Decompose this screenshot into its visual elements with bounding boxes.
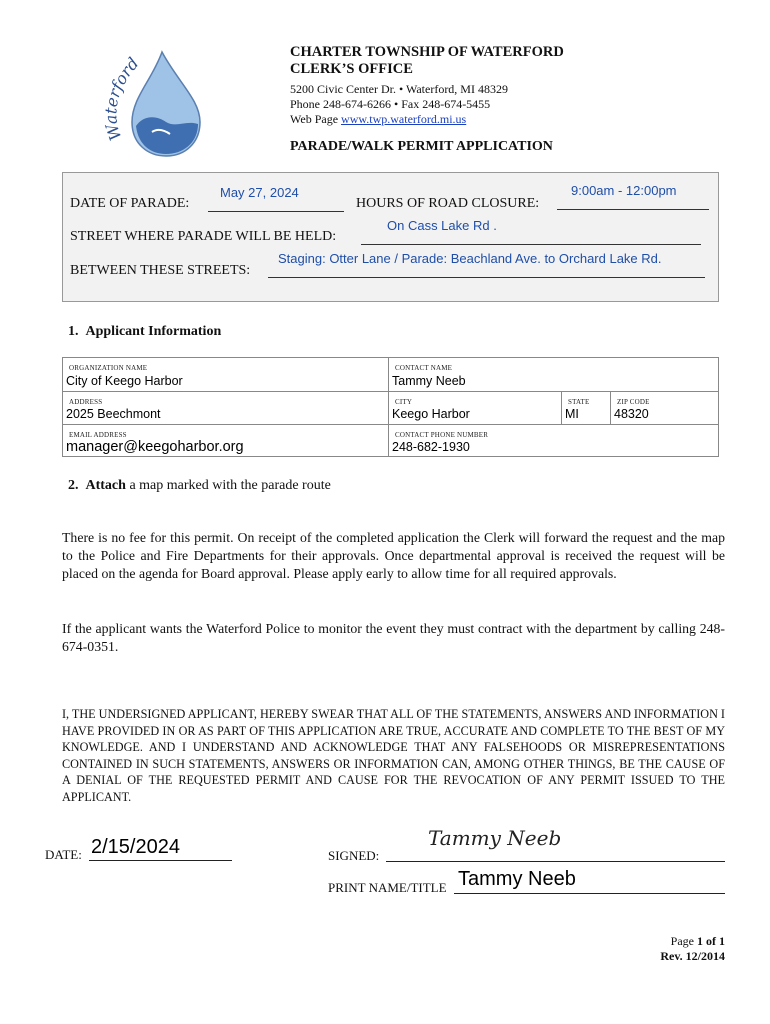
title-line-1: CHARTER TOWNSHIP OF WATERFORD: [290, 44, 564, 60]
waterford-logo: [100, 40, 210, 160]
section-1-title: Applicant Information: [85, 324, 222, 339]
hours-value: 9:00am - 12:00pm: [571, 183, 677, 198]
section-1-number: 1.: [68, 324, 79, 339]
print-name-field[interactable]: Tammy Neeb: [458, 868, 576, 890]
section-2-number: 2.: [68, 478, 79, 493]
date-of-parade-field[interactable]: [208, 185, 344, 212]
between-value: Staging: Otter Lane / Parade: Beachland Ave. to Orchard Lake Rd.: [278, 251, 662, 266]
address-field[interactable]: 2025 Beechmont: [66, 407, 161, 421]
form-title: PARADE/WALK PERMIT APPLICATION: [290, 139, 553, 154]
phone-line: Phone 248-674-6266 • Fax 248-674-5455: [290, 97, 491, 111]
web-prefix: Web Page: [290, 112, 342, 126]
web-link[interactable]: www.twp.waterford.mi.us: [341, 112, 467, 126]
city-label: CITY: [395, 398, 413, 406]
org-name-label: ORGANIZATION NAME: [69, 364, 148, 372]
state-field[interactable]: MI: [565, 407, 579, 421]
org-name-field[interactable]: City of Keego Harbor: [66, 374, 183, 388]
web-line: [290, 112, 466, 127]
date-label: DATE:: [45, 847, 82, 862]
township-name: [290, 44, 564, 78]
logo-text: Waterford: [101, 53, 143, 143]
address-label: ADDRESS: [69, 398, 103, 406]
between-label: BETWEEN THESE STREETS:: [70, 263, 251, 278]
address-line: 5200 Civic Center Dr. • Waterford, MI 48329: [290, 82, 508, 96]
state-label: STATE: [568, 398, 590, 406]
signature-field[interactable]: Tammy Neeb: [428, 826, 562, 850]
section-2-heading: [68, 478, 331, 494]
zip-label: ZIP CODE: [617, 398, 650, 406]
contact-name-label: CONTACT NAME: [395, 364, 453, 372]
date-of-parade-value: May 27, 2024: [220, 185, 299, 200]
phone-label: CONTACT PHONE NUMBER: [395, 431, 489, 439]
zip-field[interactable]: 48320: [614, 407, 649, 421]
section-1-heading: [68, 324, 221, 340]
print-name-label: PRINT NAME/TITLE: [328, 880, 447, 895]
oath-statement: I, THE UNDERSIGNED APPLICANT, HEREBY SWEAR THAT ALL OF THE STATEMENTS, ANSWERS AND INFORMATION I HAVE PROVIDED IN OR AS PART OF THIS APPLICATION ARE TRUE, ACCURATE AND COMPLETE TO THE BEST OF MY KNOWLEDGE. AND I UNDERSTAND AND ACKNOWLEDGE THAT ANY FALSEHOODS OR MISREPRESENTATIONS CONTAINED IN SUCH STATEMENTS, ANSWERS OR INFORMATION CAN, AMONG OTHER THINGS, BE THE CAUSE OF A DENIAL OF THE REQUESTED PERMIT AND CAUSE FOR THE REVOCATION OF ANY PERMIT ISSUED TO THE APPLICANT.: [62, 707, 725, 804]
street-field[interactable]: [361, 218, 701, 245]
date-field[interactable]: 2/15/2024: [91, 836, 180, 858]
title-line-2: CLERK’S OFFICE: [290, 61, 413, 77]
email-label: EMAIL ADDRESS: [69, 431, 127, 439]
between-field[interactable]: [268, 251, 705, 278]
fee-paragraph: There is no fee for this permit. On receipt of the completed application the Clerk will forward the request and the map to the Police and Fire Departments for their approvals. Once departmental approval is received the request will be placed on the agenda for Board approval. Please apply early to allow time for all required approvals.: [62, 530, 725, 581]
section-2-rest: a map marked with the parade route: [125, 478, 331, 493]
street-value: On Cass Lake Rd .: [387, 218, 497, 233]
street-label: STREET WHERE PARADE WILL BE HELD:: [70, 229, 337, 244]
hours-field[interactable]: [557, 183, 709, 210]
section-2-bold: Attach: [85, 478, 126, 493]
applicant-table: [62, 357, 719, 457]
parade-details-box: [62, 172, 719, 302]
hours-label: HOURS OF ROAD CLOSURE:: [356, 196, 540, 211]
revision: Rev. 12/2014: [660, 949, 725, 963]
date-of-parade-label: DATE OF PARADE:: [70, 196, 190, 211]
police-paragraph: If the applicant wants the Waterford Police to monitor the event they must contract with the department by calling 248-674-0351.: [62, 621, 725, 654]
city-field[interactable]: Keego Harbor: [392, 407, 470, 421]
water-drop-icon: [100, 40, 210, 160]
contact-name-field[interactable]: Tammy Neeb: [392, 374, 466, 388]
signed-label: SIGNED:: [328, 848, 380, 863]
page-number: Page 1 of 1: [670, 934, 725, 948]
phone-field[interactable]: 248-682-1930: [392, 440, 470, 454]
email-field[interactable]: manager@keegoharbor.org: [66, 439, 244, 455]
